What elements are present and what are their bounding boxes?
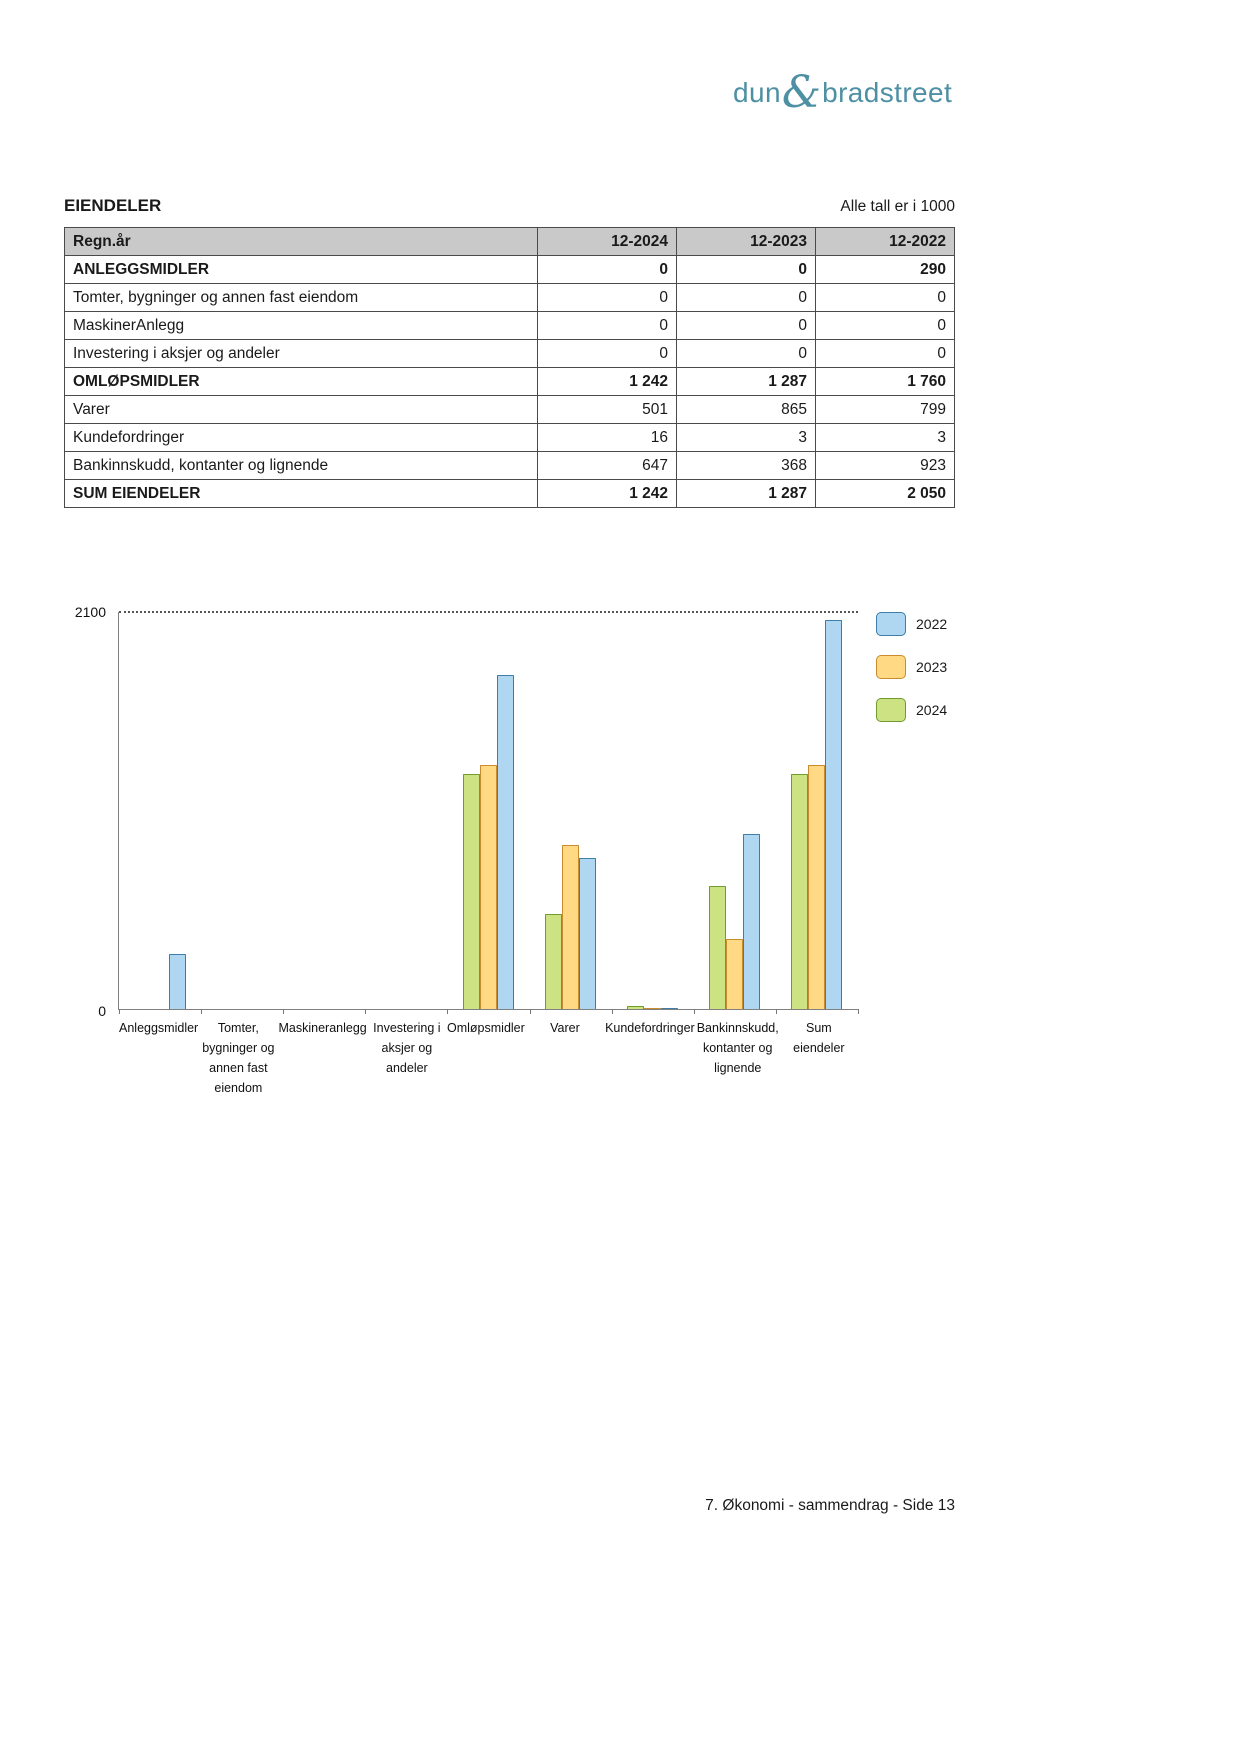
- bar-2022: [497, 675, 514, 1009]
- x-axis-labels: [118, 1018, 858, 1098]
- row-value: 799: [816, 396, 955, 424]
- bar-2023: [726, 939, 743, 1009]
- x-axis-label: Tomter, bygninger og annen fast eiendom: [202, 1021, 275, 1095]
- x-axis-tick: [776, 1009, 777, 1014]
- table-row: [65, 368, 955, 396]
- bar-group: [201, 612, 283, 1009]
- dnb-logo: [733, 67, 963, 118]
- row-value: 0: [677, 340, 816, 368]
- table-row: [65, 340, 955, 368]
- x-axis-label: Bankinnskudd, kontanter og lignende: [696, 1021, 779, 1075]
- bar-2022: [743, 834, 760, 1009]
- bar-2023: [480, 765, 497, 1009]
- bar-group: [530, 612, 612, 1009]
- row-value: 3: [816, 424, 955, 452]
- legend-label: 2022: [916, 616, 948, 632]
- x-axis-label: Varer: [550, 1021, 580, 1035]
- row-value: 368: [677, 452, 816, 480]
- units-note: Alle tall er i 1000: [840, 198, 955, 215]
- section-header: [64, 196, 955, 216]
- row-value: 0: [816, 340, 955, 368]
- row-label: Investering i aksjer og andeler: [65, 340, 538, 368]
- table-row: [65, 312, 955, 340]
- section-title: EIENDELER: [64, 196, 162, 215]
- row-value: 0: [538, 312, 677, 340]
- row-value: 0: [677, 284, 816, 312]
- row-value: 647: [538, 452, 677, 480]
- legend-swatch-2022: [876, 612, 906, 636]
- table-row: [65, 256, 955, 284]
- row-value: 923: [816, 452, 955, 480]
- row-label: OMLØPSMIDLER: [65, 368, 538, 396]
- bar-2022: [169, 954, 186, 1009]
- bar-2022: [661, 1008, 678, 1009]
- row-value: 0: [677, 312, 816, 340]
- bar-group: [776, 612, 858, 1009]
- row-value: 865: [677, 396, 816, 424]
- table-row: [65, 480, 955, 508]
- table-body: [65, 256, 955, 508]
- bar-group: [447, 612, 529, 1009]
- x-axis-tick: [365, 1009, 366, 1014]
- x-axis-tick: [612, 1009, 613, 1014]
- bar-2024: [709, 886, 726, 1009]
- table-row: [65, 452, 955, 480]
- gridline-ymax: [119, 611, 858, 613]
- row-value: 1 287: [677, 368, 816, 396]
- column-header: 12-2024: [538, 228, 677, 256]
- bar-2023: [644, 1008, 661, 1009]
- bar-2024: [791, 774, 808, 1009]
- row-value: 290: [816, 256, 955, 284]
- x-axis-tick: [283, 1009, 284, 1014]
- bar-group: [283, 612, 365, 1009]
- legend-item: [876, 612, 947, 636]
- bar-2024: [463, 774, 480, 1009]
- logo-bradstreet-text: bradstreet: [822, 77, 953, 108]
- bar-group: [365, 612, 447, 1009]
- bar-group: [119, 612, 201, 1009]
- x-axis-tick: [447, 1009, 448, 1014]
- row-value: 2 050: [816, 480, 955, 508]
- x-axis-label: Sum eiendeler: [793, 1021, 845, 1055]
- x-axis-tick: [119, 1009, 120, 1014]
- bar-2023: [562, 845, 579, 1009]
- row-value: 0: [816, 312, 955, 340]
- x-axis-tick: [530, 1009, 531, 1014]
- x-axis-label: Maskineranlegg: [278, 1021, 367, 1035]
- row-value: 0: [538, 340, 677, 368]
- row-value: 16: [538, 424, 677, 452]
- row-value: 0: [816, 284, 955, 312]
- chart-legend: [876, 612, 947, 722]
- y-axis-zero-label: 0: [98, 1003, 106, 1019]
- table-row: [65, 424, 955, 452]
- row-value: 3: [677, 424, 816, 452]
- x-axis-label: Kundefordringer: [605, 1021, 695, 1035]
- row-value: 0: [538, 256, 677, 284]
- column-header: 12-2023: [677, 228, 816, 256]
- x-axis-label: Investering i aksjer og andeler: [373, 1021, 441, 1075]
- legend-swatch-2024: [876, 698, 906, 722]
- bar-2024: [545, 914, 562, 1009]
- row-label: MaskinerAnlegg: [65, 312, 538, 340]
- row-value: 501: [538, 396, 677, 424]
- row-label: ANLEGGSMIDLER: [65, 256, 538, 284]
- assets-bar-chart: [64, 600, 984, 1140]
- bar-2023: [808, 765, 825, 1009]
- bar-2022: [825, 620, 842, 1009]
- row-label: Kundefordringer: [65, 424, 538, 452]
- row-label: Tomter, bygninger og annen fast eiendom: [65, 284, 538, 312]
- row-value: 0: [677, 256, 816, 284]
- column-header: 12-2022: [816, 228, 955, 256]
- x-axis-tick: [201, 1009, 202, 1014]
- x-axis-label: Omløpsmidler: [447, 1021, 525, 1035]
- logo-ampersand-icon: &: [781, 67, 822, 118]
- legend-label: 2024: [916, 702, 948, 718]
- legend-swatch-2023: [876, 655, 906, 679]
- legend-item: [876, 655, 947, 679]
- legend-item: [876, 698, 947, 722]
- row-value: 1 242: [538, 480, 677, 508]
- logo-dun-text: dun: [733, 77, 781, 108]
- column-header: Regn.år: [65, 228, 538, 256]
- row-value: 0: [538, 284, 677, 312]
- chart-plot-area: [118, 612, 858, 1010]
- bar-group: [612, 612, 694, 1009]
- row-value: 1 287: [677, 480, 816, 508]
- legend-label: 2023: [916, 659, 948, 675]
- row-label: SUM EIENDELER: [65, 480, 538, 508]
- row-label: Varer: [65, 396, 538, 424]
- assets-table: [64, 227, 955, 508]
- table-row: [65, 396, 955, 424]
- bar-2024: [627, 1006, 644, 1009]
- row-value: 1 760: [816, 368, 955, 396]
- table-row: [65, 284, 955, 312]
- bar-2022: [579, 858, 596, 1009]
- table-header-row: [65, 228, 955, 256]
- bar-group: [694, 612, 776, 1009]
- x-axis-tick: [694, 1009, 695, 1014]
- x-axis-label: Anleggsmidler: [119, 1021, 199, 1035]
- x-axis-tick: [858, 1009, 859, 1014]
- row-label: Bankinnskudd, kontanter og lignende: [65, 452, 538, 480]
- y-axis-max-label: 2100: [74, 604, 106, 620]
- page-footer: 7. Økonomi - sammendrag - Side 13: [705, 1497, 955, 1514]
- row-value: 1 242: [538, 368, 677, 396]
